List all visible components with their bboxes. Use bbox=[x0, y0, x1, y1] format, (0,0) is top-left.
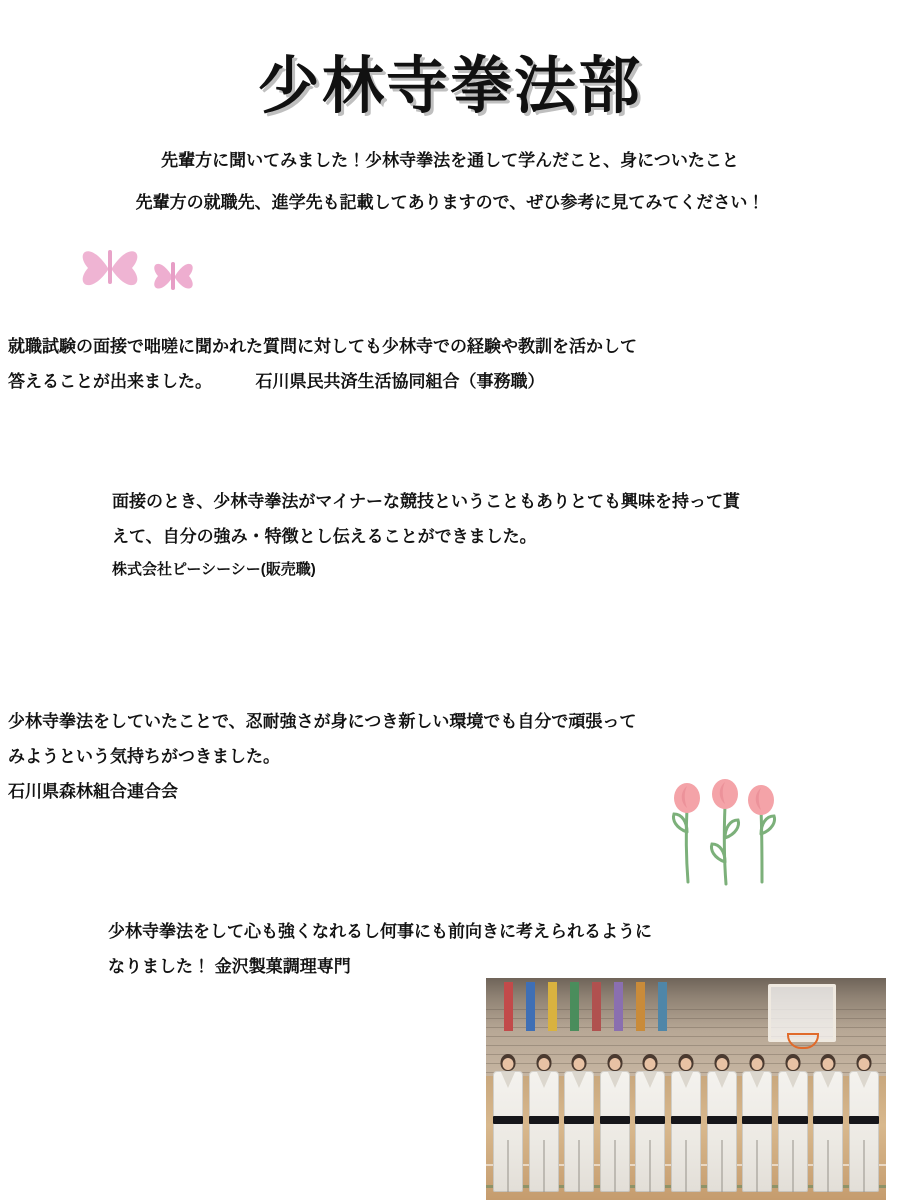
testimonial-2-affiliation: 株式会社ピーシーシー(販売職) bbox=[112, 560, 316, 578]
testimonial-4-affiliation: 金沢製菓調理専門 bbox=[214, 956, 351, 976]
testimonial-2-line-2: えて、自分の強み・特徴とし伝えることができました。 bbox=[112, 526, 537, 546]
page-title-container bbox=[0, 36, 900, 125]
team-photo bbox=[486, 978, 886, 1200]
testimonial-2 bbox=[112, 485, 740, 585]
wall-banner bbox=[614, 982, 623, 1031]
team-member bbox=[848, 1054, 880, 1192]
team-member bbox=[706, 1054, 738, 1192]
testimonial-3-line-2: みようという気持ちがつきました。 bbox=[8, 746, 280, 766]
testimonial-4-line-2: なりました！ bbox=[108, 956, 210, 976]
wall-banner bbox=[548, 982, 557, 1031]
wall-banner bbox=[570, 982, 579, 1031]
wall-banner bbox=[526, 982, 535, 1031]
team-member bbox=[528, 1054, 560, 1192]
team-members-row bbox=[492, 1042, 880, 1192]
testimonial-3-line-1: 少林寺拳法をしていたことで、忍耐強さが身につき新しい環境でも自分で頑張って bbox=[8, 712, 637, 731]
team-member bbox=[599, 1054, 631, 1192]
team-member bbox=[492, 1054, 524, 1192]
team-member bbox=[634, 1054, 666, 1192]
testimonial-1-affiliation: 石川県民共済生活協同組合（事務職） bbox=[255, 371, 545, 391]
wall-banner bbox=[658, 982, 667, 1031]
testimonial-1-line-1: 就職試験の面接で咄嗟に聞かれた質問に対しても少林寺での経験や教訓を活かして bbox=[8, 337, 637, 356]
team-member bbox=[563, 1054, 595, 1192]
team-member bbox=[741, 1054, 773, 1192]
intro-line-1: 先輩方に聞いてみました！少林寺拳法を通して学んだこと、身についたこと bbox=[161, 151, 739, 170]
basketball-hoop bbox=[768, 984, 836, 1042]
testimonial-1-line-2: 答えることが出来ました。 bbox=[8, 371, 212, 391]
team-member bbox=[812, 1054, 844, 1192]
testimonial-4 bbox=[108, 915, 652, 985]
wall-banner bbox=[592, 982, 601, 1031]
team-member bbox=[777, 1054, 809, 1192]
page-title: 少林寺拳法部 bbox=[257, 49, 642, 122]
testimonial-3 bbox=[8, 705, 636, 810]
team-member bbox=[670, 1054, 702, 1192]
rose-icon bbox=[668, 778, 788, 888]
testimonial-1 bbox=[8, 330, 637, 400]
testimonial-3-affiliation: 石川県森林組合連合会 bbox=[8, 781, 178, 801]
butterfly-icon bbox=[68, 238, 218, 300]
intro-line-2: 先輩方の就職先、進学先も記載してありますので、ぜひ参考に見てみてください！ bbox=[135, 193, 765, 212]
wall-banner bbox=[504, 982, 513, 1031]
testimonial-4-line-1: 少林寺拳法をして心も強くなれるし何事にも前向きに考えられるように bbox=[108, 922, 652, 941]
testimonial-2-line-1: 面接のとき、少林寺拳法がマイナーな競技ということもありとても興味を持って貰 bbox=[112, 492, 740, 511]
testimonial-1-line-2-wrap bbox=[8, 365, 637, 400]
wall-banner bbox=[636, 982, 645, 1031]
